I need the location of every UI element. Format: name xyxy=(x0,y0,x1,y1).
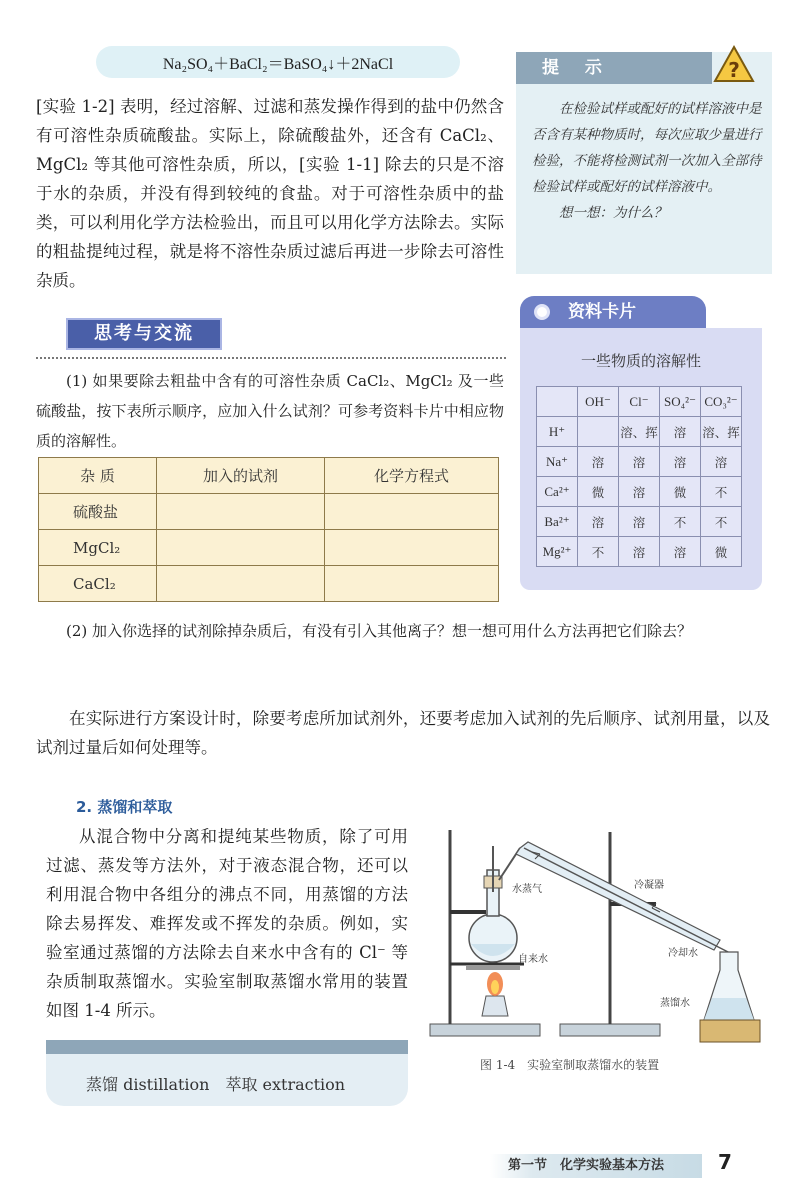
table-cell-blank xyxy=(325,566,499,602)
table-header-row xyxy=(39,458,499,494)
flame-core xyxy=(491,980,499,994)
table-row xyxy=(537,447,742,477)
table-row xyxy=(39,530,499,566)
table-cell: H⁺ xyxy=(537,417,578,447)
table-cell: 溶 xyxy=(578,447,619,477)
table-cell: 不 xyxy=(701,477,742,507)
table-cell: OH⁻ xyxy=(578,387,619,417)
data-card xyxy=(520,328,762,590)
hint-box xyxy=(516,52,772,274)
label-steam: 水蒸气 xyxy=(512,884,542,895)
table-cell-blank xyxy=(325,530,499,566)
table-cell: Ca²⁺ xyxy=(537,477,578,507)
hint-body xyxy=(532,96,762,226)
table-cell: MgCl₂ xyxy=(39,530,157,566)
glossary-text: 蒸馏 distillation 萃取 extraction xyxy=(86,1075,346,1094)
table-cell-blank xyxy=(157,566,325,602)
dotted-divider xyxy=(36,357,506,359)
table-row xyxy=(39,566,499,602)
table-header-cell: 加入的试剂 xyxy=(157,458,325,494)
data-card-tab: 资料卡片 xyxy=(520,296,706,328)
table-cell: 溶 xyxy=(619,507,660,537)
table-header-cell: 杂 质 xyxy=(39,458,157,494)
table-cell xyxy=(537,387,578,417)
table-cell: CO₃²⁻ xyxy=(701,387,742,417)
table-cell: Na⁺ xyxy=(537,447,578,477)
section-2-paragraph: 从混合物中分离和提纯某些物质，除了可用过滤、蒸发等方法外，对于液态混合物，还可以利用混合物中各组分的沸点不同，用蒸馏的方法除去易挥发、难挥发或不挥发的杂质。例如，实验室通过蒸馏的方法除去自来水中含有的 Cl⁻ 等杂质制取蒸馏水。实验室制取蒸馏水常用的装置如图 1-4 所示。 xyxy=(46,827,408,1020)
table-row xyxy=(537,537,742,567)
wire-gauze xyxy=(466,966,520,970)
table-cell: 微 xyxy=(660,477,701,507)
svg-text:?: ? xyxy=(728,58,740,82)
table-cell: 溶 xyxy=(701,447,742,477)
table-cell: Ba²⁺ xyxy=(537,507,578,537)
equation-banner xyxy=(96,46,460,78)
table-cell: 微 xyxy=(578,477,619,507)
warning-icon xyxy=(712,44,756,84)
table-cell-blank xyxy=(157,494,325,530)
table-cell: 溶 xyxy=(660,417,701,447)
table-row xyxy=(537,417,742,447)
table-cell: 溶 xyxy=(660,447,701,477)
section-2-title: 2. 蒸馏和萃取 xyxy=(76,798,173,816)
table-row xyxy=(39,494,499,530)
table-cell-blank xyxy=(325,494,499,530)
page-number: 7 xyxy=(718,1150,732,1174)
table-row xyxy=(537,477,742,507)
distillation-apparatus-figure xyxy=(420,820,770,1052)
reagent-table xyxy=(38,457,499,602)
table-cell: Mg²⁺ xyxy=(537,537,578,567)
table-header-cell: 化学方程式 xyxy=(325,458,499,494)
glossary-box xyxy=(46,1040,408,1106)
bullet-icon xyxy=(534,304,550,320)
figure-caption: 图 1-4 实验室制取蒸馏水的装置 xyxy=(480,1058,660,1072)
label-distilled-water: 蒸馏水 xyxy=(660,998,690,1009)
table-cell: Cl⁻ xyxy=(619,387,660,417)
footer-section-title: 第一节 化学实验基本方法 xyxy=(490,1154,702,1178)
question-1: (1) 如果要除去粗盐中含有的可溶性杂质 CaCl₂、MgCl₂ 及一些硫酸盐，按下表所示顺序，应加入什么试剂？可参考资料卡片中相应物质的溶解性。 xyxy=(36,372,504,450)
alcohol-lamp xyxy=(482,996,508,1016)
stand-base-left xyxy=(430,1024,540,1036)
table-cell: 不 xyxy=(660,507,701,537)
table-cell: 硫酸盐 xyxy=(39,494,157,530)
hint-question: 想一想：为什么？ xyxy=(559,205,667,221)
question-2: (2) 加入你选择的试剂除掉杂质后，有没有引入其他离子？想一想可用什么方法再把它们除去？ xyxy=(66,622,693,640)
intro-paragraph: [实验 1-2] 表明，经过溶解、过滤和蒸发操作得到的盐中仍然含有可溶性杂质硫酸盐。实际上，除硫酸盐外，还含有 CaCl₂、MgCl₂ 等其他可溶性杂质，所以，[实验 1-1] 除去的只是不溶于水的杂质，并没有得到较纯的食盐。对于可溶性杂质中的盐类，可以利用化学方法检验出，而且可以用化学方法除去。实际的粗盐提纯过程，就是将不溶性杂质过滤后再进一步除去可溶性杂质。 xyxy=(36,97,504,290)
table-cell: 溶、挥 xyxy=(619,417,660,447)
data-card-title: 一些物质的溶解性 xyxy=(580,352,701,370)
table-row xyxy=(537,507,742,537)
receiving-water xyxy=(704,998,754,1020)
table-cell: 不 xyxy=(578,537,619,567)
solubility-table xyxy=(536,386,742,567)
table-cell: 溶、挥 xyxy=(701,417,742,447)
table-cell xyxy=(578,417,619,447)
label-cooling-water: 冷却水 xyxy=(668,948,698,959)
stand-base-right xyxy=(560,1024,660,1036)
table-cell: 溶 xyxy=(619,447,660,477)
table-cell: 溶 xyxy=(660,537,701,567)
hint-text: 在检验试样或配好的试样溶液中是否含有某种物质时，每次应取少量进行检验，不能将检测试剂一次加入全部待检验试样或配好的试样溶液中。 xyxy=(532,101,762,195)
table-cell: SO₄²⁻ xyxy=(660,387,701,417)
equation-text: Na₂SO₄＋BaCl₂＝BaSO₄↓＋2NaCl xyxy=(162,55,394,73)
table-cell: 不 xyxy=(701,507,742,537)
table-cell: 溶 xyxy=(619,477,660,507)
table-cell: 溶 xyxy=(619,537,660,567)
table-header-row xyxy=(537,387,742,417)
label-tap-water: 自来水 xyxy=(518,954,548,965)
table-cell: 微 xyxy=(701,537,742,567)
hint-title: 提 示 xyxy=(516,52,712,84)
think-discuss-label: 思考与交流 xyxy=(66,318,222,350)
table-cell: 溶 xyxy=(578,507,619,537)
label-condenser: 冷凝器 xyxy=(634,880,664,891)
wood-block xyxy=(700,1020,760,1042)
table-cell-blank xyxy=(157,530,325,566)
design-paragraph: 在实际进行方案设计时，除要考虑所加试剂外，还要考虑加入试剂的先后顺序、试剂用量，以及试剂过量后如何处理等。 xyxy=(36,709,770,757)
inner-tube xyxy=(524,848,732,954)
glossary-bar xyxy=(46,1040,408,1054)
table-cell: CaCl₂ xyxy=(39,566,157,602)
